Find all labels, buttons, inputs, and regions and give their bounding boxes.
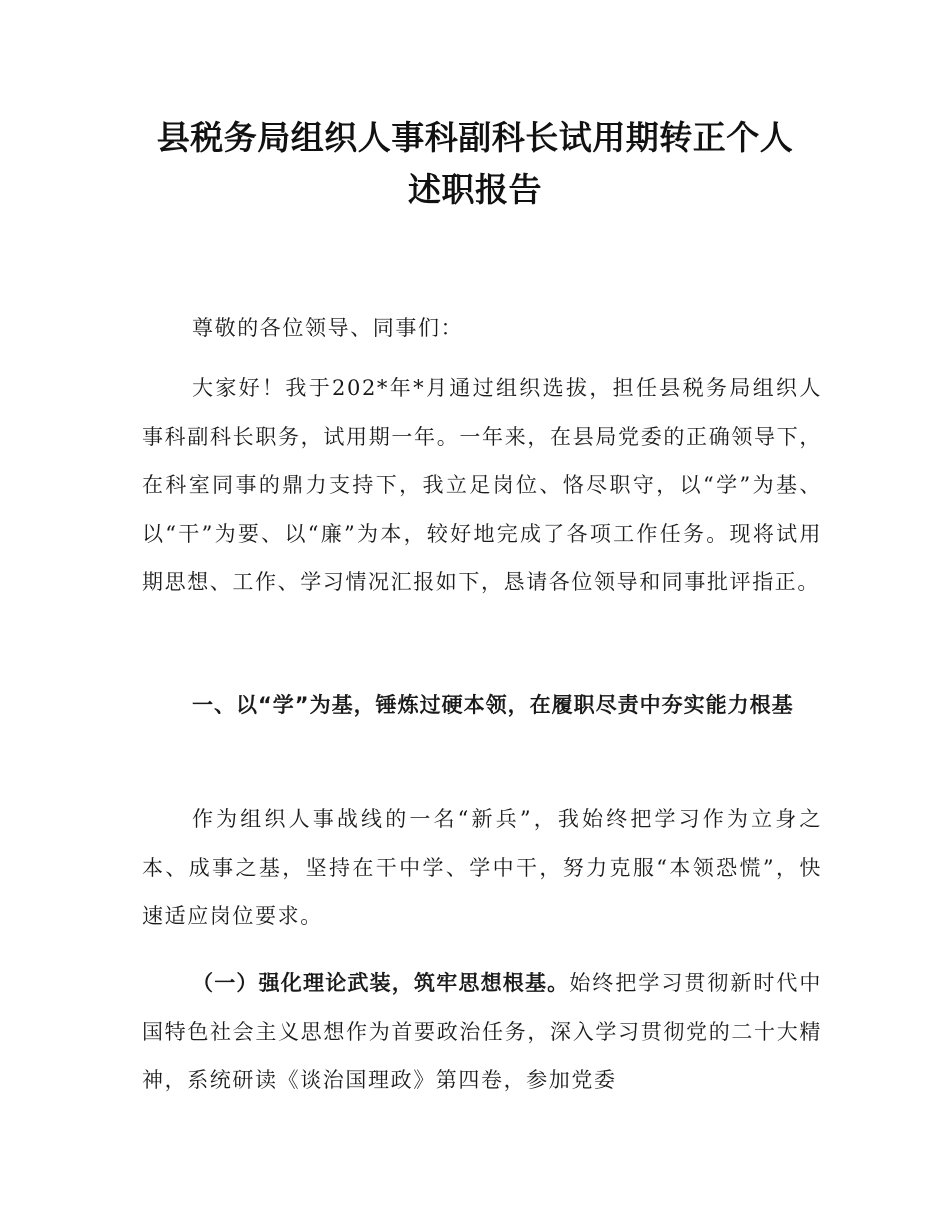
salutation-paragraph: 尊敬的各位领导、同事们： [192, 316, 464, 340]
subsection-1-body: 始终把学习贯彻新时代中国特色社会主义思想作为首要政治任务，深入学习贯彻党的二十大精神，系统研读《谈治国理政》第四卷，参加党委 [142, 971, 822, 1092]
subsection-1-heading: （一）强化理论武装，筑牢思想根基。 [192, 971, 570, 995]
section-1-body: 作为组织人事战线的一名“新兵”，我始终把学习作为立身之本、成事之基，坚持在干中学、学中干，努力克服“本领恐慌”，快速适应岗位要求。 [142, 807, 822, 928]
section-1-heading: 一、以“学”为基，锤炼过硬本领，在履职尽责中夯实能力根基 [192, 693, 794, 717]
title-line-1: 县税务局组织人事科副科长试用期转正个人 [156, 118, 794, 157]
intro-paragraph: 大家好！我于202*年*月通过组织选拔，担任县税务局组织人事科副科长职务，试用期一年。一年来，在县局党委的正确领导下，在科室同事的鼎力支持下，我立足岗位、恪尽职守，以“学”为基、以“干”为要、以“廉”为本，较好地完成了各项工作任务。现将试用期思想、工作、学习情况汇报如下，恳请各位领导和同事批评指正。 [142, 376, 822, 594]
subsection-1-paragraph [142, 959, 822, 1105]
document-title [130, 112, 820, 216]
title-line-2: 述职报告 [408, 170, 542, 209]
